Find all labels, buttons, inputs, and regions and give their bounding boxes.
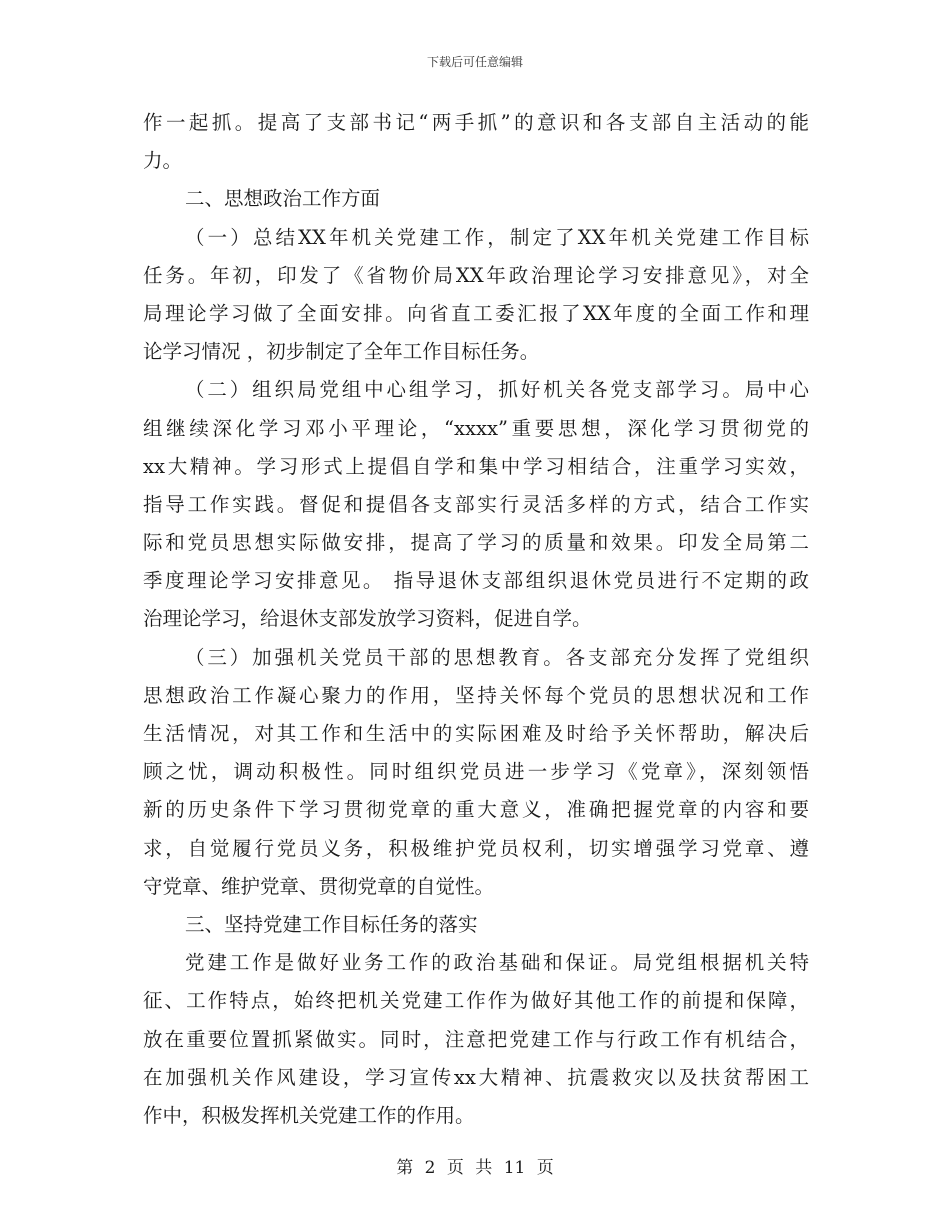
text-line: 生活情况，对其工作和生活中的实际困难及时给予关怀帮助，解决后 <box>143 722 809 745</box>
text-line: 作中，积极发挥机关党建工作的作用。 <box>143 1103 475 1127</box>
text-line: 任务。年初，印发了《省物价局XX年政治理论学习安排意见》，对全 <box>143 263 809 287</box>
text-line: xx大精神。学习形式上提倡自学和集中学习相结合，注重学习实效， <box>143 454 809 478</box>
text-line: 征、工作特点，始终把机关党建工作作为做好其他工作的前提和保障， <box>143 989 809 1013</box>
text-line: （三）加强机关党员干部的思想教育。各支部充分发挥了党组织 <box>185 645 809 669</box>
document-body <box>143 104 809 1135</box>
text-line: 求，自觉履行党员义务，积极维护党员权利，切实增强学习党章、遵 <box>143 836 809 860</box>
text-line: 力。 <box>143 149 183 173</box>
text-line: 二、思想政治工作方面 <box>185 187 381 211</box>
text-line: 论学习情况 ，初步制定了全年工作目标任务。 <box>143 340 540 364</box>
text-line: 际和党员思想实际做安排，提高了学习的质量和效果。印发全局第二 <box>143 531 809 555</box>
text-line: 顾之忧，调动积极性。同时组织党员进一步学习《党章》，深刻领悟 <box>143 760 809 784</box>
text-line: 作一起抓。提高了支部书记“两手抓”的意识和各支部自主活动的能 <box>143 111 809 134</box>
text-line: 局理论学习做了全面安排。向省直工委汇报了XX年度的全面工作和理 <box>143 301 809 325</box>
text-line: 三、坚持党建工作目标任务的落实 <box>185 912 478 936</box>
text-line: 党建工作是做好业务工作的政治基础和保证。局党组根据机关特 <box>185 951 809 975</box>
text-line: 组继续深化学习邓小平理论，“xxxx”重要思想，深化学习贯彻党的 <box>143 416 809 440</box>
page-number: 第 2 页 共 11 页 <box>396 1158 554 1178</box>
text-line: 新的历史条件下学习贯彻党章的重大意义，准确把握党章的内容和要 <box>143 798 809 822</box>
text-line: 治理论学习，给退休支部发放学习资料，促进自学。 <box>143 607 592 631</box>
text-line: 放在重要位置抓紧做实。同时，注意把党建工作与行政工作有机结合， <box>143 1027 809 1051</box>
text-line: 指导工作实践。督促和提倡各支部实行灵活多样的方式，结合工作实 <box>143 492 809 516</box>
header-note: 下载后可任意编辑 <box>426 55 523 69</box>
text-line: 守党章、维护党章、贯彻党章的自觉性。 <box>143 874 495 898</box>
text-line: （一）总结XX年机关党建工作，制定了XX年机关党建工作目标 <box>185 225 809 249</box>
text-line: （二）组织局党组中心组学习，抓好机关各党支部学习。局中心 <box>185 378 809 402</box>
text-line: 思想政治工作凝心聚力的作用，坚持关怀每个党员的思想状况和工作 <box>143 683 809 707</box>
text-line: 季度理论学习安排意见。 指导退休支部组织退休党员进行不定期的政 <box>143 569 809 593</box>
text-line: 在加强机关作风建设，学习宣传xx大精神、抗震救灾以及扶贫帮困工 <box>143 1065 809 1089</box>
